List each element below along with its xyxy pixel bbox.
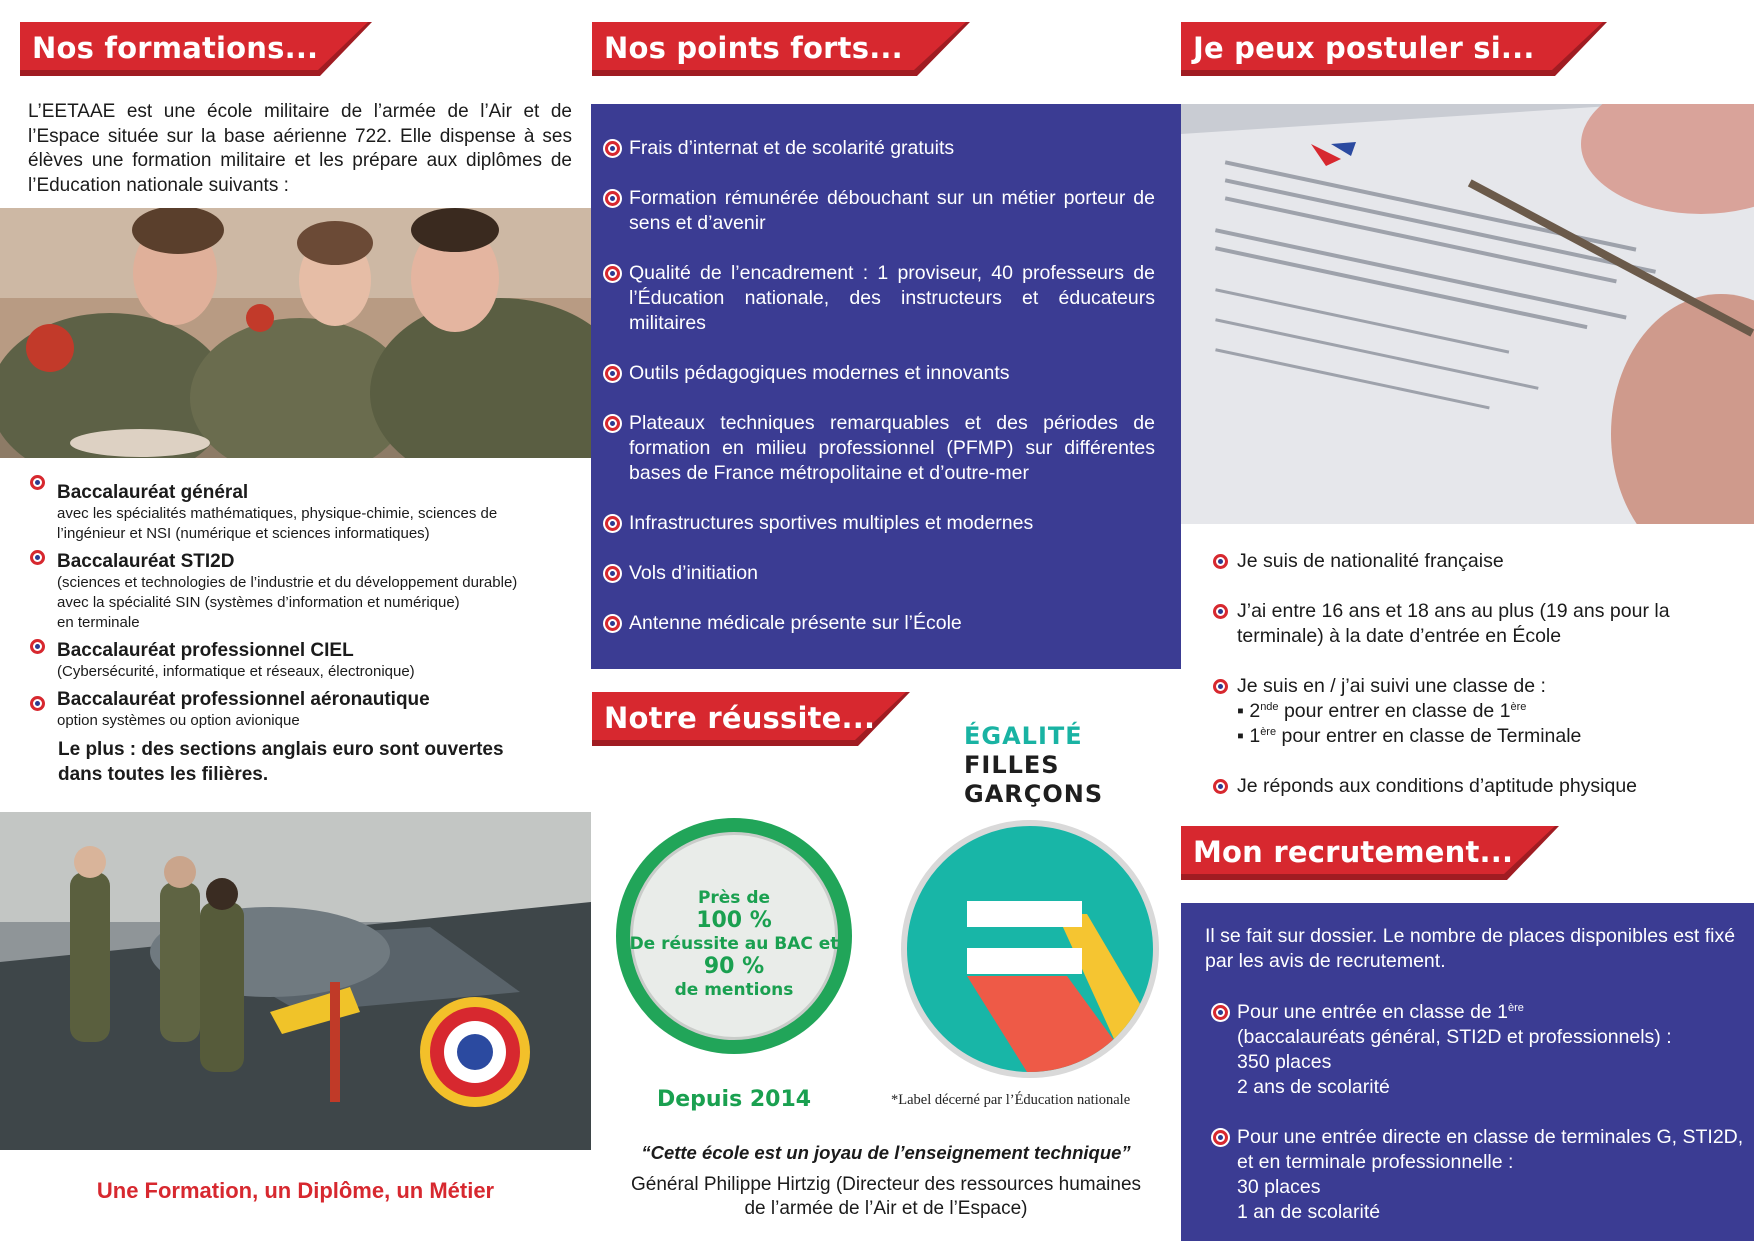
roundel-bullet-icon [605, 141, 620, 156]
roundel-bullet-icon [30, 475, 45, 490]
eligibility-item: Je suis de nationalité française [1213, 549, 1753, 574]
roundel-bullet-icon [1213, 779, 1228, 794]
tagline: Une Formation, un Diplôme, un Métier [96, 1178, 495, 1203]
author-line: Général Philippe Hirtzig (Directeur des ressources humaines [630, 1174, 1142, 1195]
diploma-title: Baccalauréat professionnel CIEL [57, 640, 354, 661]
roundel-bullet-icon [605, 191, 620, 206]
roundel-bullet-icon [605, 416, 620, 431]
medal-line: 100 % [696, 908, 772, 933]
strength-item: Plateaux techniques remarquables et des périodes de formation en milieu professionnel (PFMP) sur différentes bases de France métropolitaine et d’outre-mer [605, 411, 1155, 486]
diploma-item [30, 550, 590, 633]
roundel-bullet-icon [30, 639, 45, 654]
diploma-title: Baccalauréat général [57, 482, 249, 503]
students-photo [0, 208, 591, 458]
quote: “Cette école est un joyau de l’enseignement technique” [641, 1142, 1131, 1163]
class-option: ▪ 1ère pour entrer en classe de Terminale [1237, 725, 1582, 747]
equality-logo [901, 820, 1159, 1078]
strength-item: Outils pédagogiques modernes et innovants [605, 361, 1155, 386]
diploma-desc: option systèmes ou option avionique [57, 712, 300, 729]
diploma-title: Baccalauréat STI2D [57, 551, 235, 572]
roundel-bullet-icon [605, 266, 620, 281]
equality-symbol-icon [907, 826, 1153, 1072]
roundel-bullet-icon [1213, 554, 1228, 569]
quote-author [621, 1173, 1151, 1221]
roundel-bullet-icon [30, 696, 45, 711]
eligibility-item: Je réponds aux conditions d’aptitude physique [1213, 774, 1753, 799]
diploma-item [30, 688, 590, 731]
diploma-item [30, 475, 590, 544]
diploma-desc: (sciences et technologies de l’industrie et du développement durable) [57, 574, 518, 591]
aircraft-photo [0, 812, 591, 1150]
diploma-title: Baccalauréat professionnel aéronautique [57, 689, 430, 710]
diploma-desc: l’ingénieur et NSI (numérique et sciences informatiques) [57, 525, 430, 542]
recrutement-heading: Mon recrutement... [1193, 835, 1514, 869]
equality-line: ÉGALITÉ [964, 722, 1083, 750]
eligibility-list [1213, 549, 1753, 824]
roundel-bullet-icon [605, 616, 620, 631]
points-forts-heading: Nos points forts... [604, 31, 903, 65]
medal-line: 90 % [703, 954, 765, 979]
postuler-banner [1181, 22, 1607, 76]
roundel-bullet-icon [30, 550, 45, 565]
strength-item: Antenne médicale présente sur l’École [605, 611, 1155, 636]
equality-label-title [964, 722, 1103, 809]
eligibility-item: Je suis en / j’ai suivi une classe de : ▪ 2nde pour entrer en classe de 1ère ▪ 1ère pour entrer en classe de Terminale [1213, 674, 1753, 749]
roundel-bullet-icon [1213, 1130, 1228, 1145]
diploma-list [30, 475, 590, 737]
diploma-desc: avec les spécialités mathématiques, physique-chimie, sciences de [57, 505, 498, 522]
equality-line: GARÇONS [964, 780, 1104, 808]
points-forts-banner [592, 22, 970, 76]
diploma-desc: en terminale [57, 614, 140, 631]
roundel-bullet-icon [1213, 1005, 1228, 1020]
label-note: *Label décerné par l’Éducation nationale [891, 1092, 1131, 1108]
entry-option: Pour une entrée en classe de 1ère (baccalauréats général, STI2D et professionnels) : 350 places 2 ans de scolarité [1213, 1000, 1745, 1100]
points-forts-list [605, 136, 1155, 661]
euro-sections-note [58, 737, 528, 787]
roundel-bullet-icon [605, 516, 620, 531]
roundel-bullet-icon [1213, 604, 1228, 619]
strength-item: Vols d’initiation [605, 561, 1155, 586]
diploma-item [30, 639, 590, 682]
roundel-bullet-icon [605, 366, 620, 381]
recrutement-content [1205, 924, 1745, 1241]
diploma-desc: (Cybersécurité, informatique et réseaux, électronique) [57, 663, 415, 680]
strength-item: Infrastructures sportives multiples et modernes [605, 511, 1155, 536]
author-line: de l’armée de l’Air et de l’Espace) [744, 1198, 1028, 1219]
contract-photo [1181, 104, 1754, 524]
medal-line: de mentions [674, 980, 794, 1000]
medal-line: De réussite au BAC et [629, 934, 839, 954]
recrutement-banner [1181, 826, 1559, 880]
euro-note-line: dans toutes les filières. [58, 764, 269, 785]
medal-text [616, 888, 852, 1000]
class-option: ▪ 2nde pour entrer en classe de 1ère [1237, 700, 1527, 722]
formations-banner [20, 22, 372, 76]
strength-item: Qualité de l’encadrement : 1 proviseur, 40 professeurs de l’Éducation nationale, des instructeurs et éducateurs militaires [605, 261, 1155, 336]
roundel-bullet-icon [1213, 679, 1228, 694]
since-year: Depuis 2014 [656, 1087, 812, 1112]
formations-intro: L’EETAAE est une école militaire de l’armée de l’Air et de l’Espace située sur la base aérienne 722. Elle dispense à ses élèves une formation militaire et les prépare aux diplômes de l’Education nationale suivants : [28, 101, 572, 196]
equality-line: FILLES [964, 751, 1060, 779]
entry-option: Pour une entrée directe en classe de terminales G, STI2D, et en terminale professionnelle : 30 places 1 an de scolarité [1213, 1125, 1745, 1225]
success-medal [616, 818, 852, 1054]
strength-item: Formation rémunérée débouchant sur un métier porteur de sens et d’avenir [605, 186, 1155, 236]
recrutement-intro: Il se fait sur dossier. Le nombre de places disponibles est fixé par les avis de recrutement. [1205, 925, 1736, 972]
diploma-desc: avec la spécialité SIN (systèmes d’information et numérique) [57, 594, 460, 611]
formations-heading: Nos formations... [32, 31, 319, 65]
eligibility-item: J’ai entre 16 ans et 18 ans au plus (19 ans pour la terminale) à la date d’entrée en École [1213, 599, 1753, 649]
reussite-banner [592, 692, 910, 746]
medal-line: Près de [697, 888, 771, 908]
postuler-heading: Je peux postuler si... [1193, 31, 1535, 65]
euro-note-line: Le plus : des sections anglais euro sont ouvertes [58, 739, 504, 760]
strength-item: Frais d’internat et de scolarité gratuits [605, 136, 1155, 161]
reussite-heading: Notre réussite... [604, 701, 876, 735]
roundel-bullet-icon [605, 566, 620, 581]
